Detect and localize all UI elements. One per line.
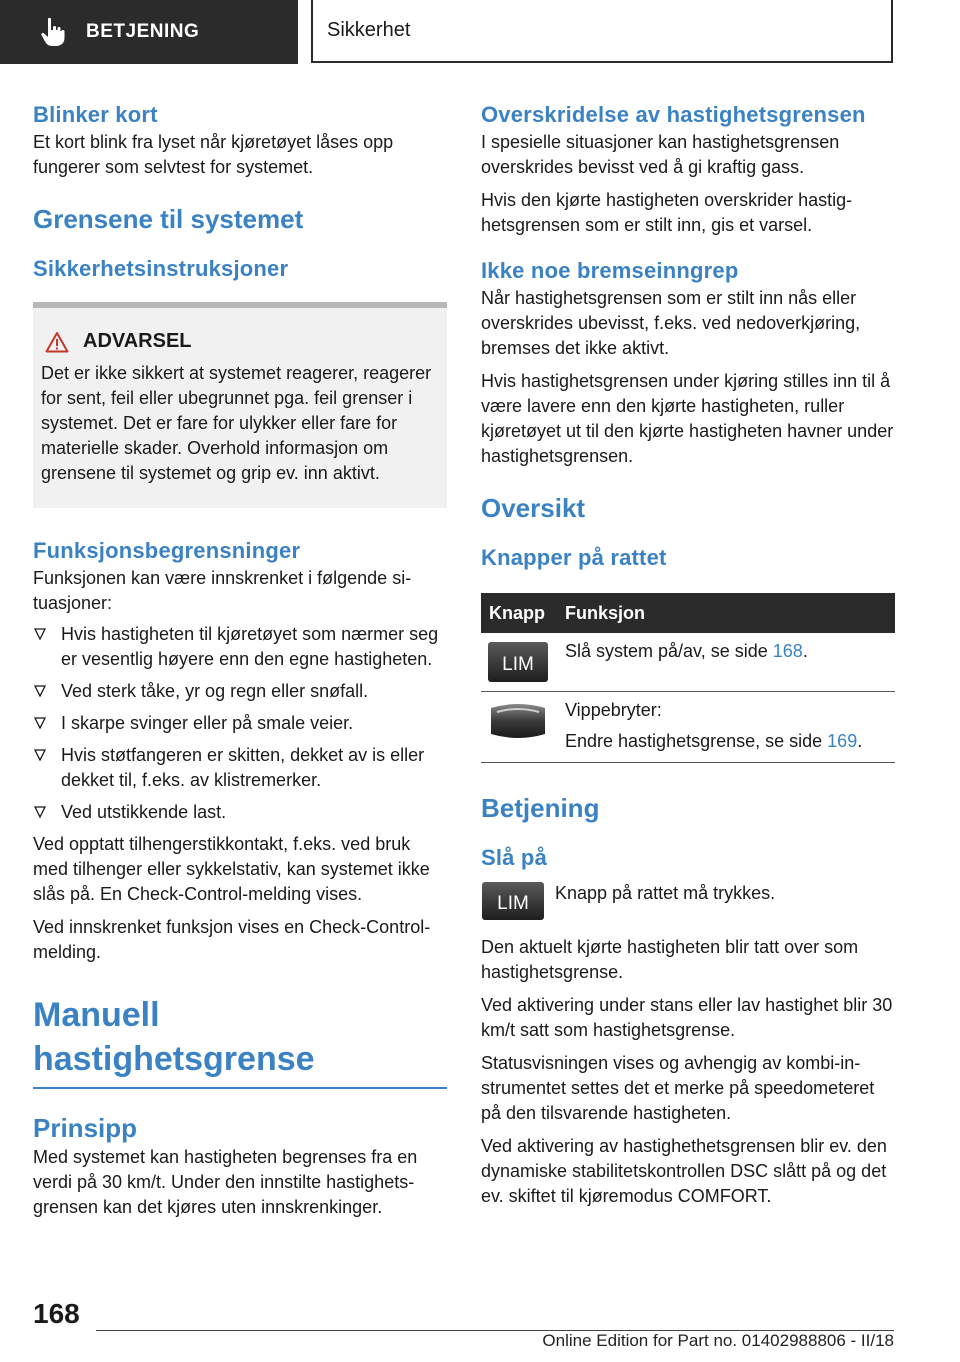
table-row: Vippebryter: Endre hastighetsgrense, se side 169. — [481, 692, 895, 763]
lim-button-icon — [487, 641, 549, 683]
trailer-text: Ved opptatt tilhengerstikkontakt, f.eks. ved bruk med tilhenger eller sykkelstativ, kan systemet ikke slås på. En Check-Control-melding vises. — [33, 834, 430, 904]
exceed-text-1: I spesielle situasjoner kan hastighetsgrensen overskrides bevisst ved å gi kraftig gass. — [481, 132, 840, 177]
heading-rule — [33, 1087, 447, 1089]
list-item: Hvis støtfangeren er skitten, dekket av is eller dekket til, f.eks. av klistremerker. — [33, 743, 447, 793]
list-item: Ved sterk tåke, yr og regn eller snøfall. — [33, 679, 447, 704]
nobrake-text-1: Når hastighetsgrensen som er stilt inn nås eller overskrides ubevisst, f.eks. ved nedoverkjøring, bremses det ikke aktivt. — [481, 288, 861, 358]
principle-heading: Prinsipp — [33, 1113, 138, 1143]
op-text-3: Statusvisningen vises og avhengig av kombi-instrumentet settes det et merke på speedometeret på den tilsvarende hastigheten. — [481, 1053, 875, 1123]
triangle-bullet-icon — [33, 805, 47, 819]
exceed-heading: Overskridelse av hastighetsgrensen — [481, 102, 866, 127]
exceed-text-2: Hvis den kjørte hastigheten overskrider hastighetsgrensen som er stilt inn, gis et varsel. — [481, 190, 853, 235]
triangle-bullet-icon — [33, 684, 47, 698]
op-text-2: Ved aktivering under stans eller lav hastighet blir 30 km/t satt som hastighetsgrense. — [481, 995, 893, 1040]
breadcrumb: Sikkerhet — [311, 0, 893, 63]
on-text: Knapp på rattet må trykkes. — [555, 883, 776, 903]
principle-text: Med systemet kan hastigheten begrenses fra en verdi på 30 km/t. Under den innstilte hastighetsgrensen kan det kjøres uten innskrenkinger. — [33, 1147, 418, 1217]
on-heading: Slå på — [481, 845, 548, 870]
manual-heading: Manuell hastighetsgrense — [33, 996, 315, 1078]
buttons-heading: Knapper på rattet — [481, 545, 667, 570]
list-item: Hvis hastigheten til kjøretøyet som nærmer seg er vesentlig høyere enn den egne hastigheten. — [33, 622, 447, 672]
blinker-heading: Blinker kort — [33, 102, 158, 127]
table-header-function: Funksjon — [557, 593, 895, 633]
restricted-text: Ved innskrenket funksjon vises en Check-Control-melding. — [33, 917, 431, 962]
on-block — [481, 881, 895, 927]
nobrake-text-2: Hvis hastighetsgrensen under kjøring stilles inn til å være lavere enn den kjørte hastigheten, ruller kjøretøyet ut til den kjørte hastigheten havner under hastighetsgrensen. — [481, 371, 894, 466]
triangle-bullet-icon — [33, 627, 47, 641]
func-bullet-list — [33, 622, 447, 825]
right-column — [481, 100, 895, 1209]
row2-line1: Vippebryter: — [565, 700, 662, 720]
row2-function-text: Endre hastighetsgrense, se side — [565, 731, 828, 751]
left-column — [33, 100, 447, 1220]
rocker-switch-icon — [487, 700, 549, 742]
warning-triangle-icon — [45, 331, 69, 353]
warning-title — [41, 330, 435, 353]
overview-heading: Oversikt — [481, 493, 586, 523]
svg-text:LIM: LIM — [497, 893, 529, 914]
warning-box — [33, 302, 447, 508]
svg-text:LIM: LIM — [502, 654, 534, 675]
warning-text: Det er ikke sikkert at systemet reagerer, reagerer for sent, feil eller ubegrunnet pga. feil grenser i systemet. Det er fare for ulykker eller fare for materielle skader. Overhold informasjon om grensene til systemet og grip ev. inn aktivt. — [41, 363, 432, 483]
hand-pointer-icon — [40, 17, 66, 47]
page-link-168[interactable]: 168 — [772, 641, 803, 661]
section-tab — [0, 0, 298, 64]
triangle-bullet-icon — [33, 748, 47, 762]
op-text-1: Den aktuelt kjørte hastigheten blir tatt over som hastighetsgrense. — [481, 937, 859, 982]
table-row: LIM Slå system på/av, se side 168. — [481, 633, 895, 692]
func-intro: Funksjonen kan være innskrenket i følgende situasjoner: — [33, 568, 412, 613]
triangle-bullet-icon — [33, 716, 47, 730]
buttons-table — [481, 593, 895, 763]
row1-function-text: Slå system på/av, se side — [565, 641, 773, 661]
table-header-key: Knapp — [481, 593, 557, 633]
operation-heading: Betjening — [481, 793, 600, 823]
blinker-text: Et kort blink fra lyset når kjøretøyet låses opp fungerer som selvtest for systemet. — [33, 132, 394, 177]
safety-heading: Sikkerhetsinstruksjoner — [33, 256, 289, 281]
edition-text: Online Edition for Part no. 01402988806 - II/18 — [542, 1331, 894, 1350]
list-item: Ved utstikkende last. — [33, 800, 447, 825]
limits-heading: Grensene til systemet — [33, 204, 304, 234]
op-text-4: Ved aktivering av hastighethetsgrensen blir ev. den dynamiske stabilitetskontrollen DSC slått på og det ev. skiftet til kjøremodus COMFORT. — [481, 1136, 887, 1206]
warning-label: ADVARSEL — [83, 330, 192, 352]
page-number: 168 — [33, 1298, 80, 1329]
section-label: BETJENING — [86, 21, 200, 42]
page-link-169[interactable]: 169 — [827, 731, 858, 751]
nobrake-heading: Ikke noe bremseinngrep — [481, 258, 739, 283]
lim-button-icon — [481, 881, 545, 921]
func-heading: Funksjonsbegrensninger — [33, 538, 301, 563]
list-item: I skarpe svinger eller på smale veier. — [33, 711, 447, 736]
